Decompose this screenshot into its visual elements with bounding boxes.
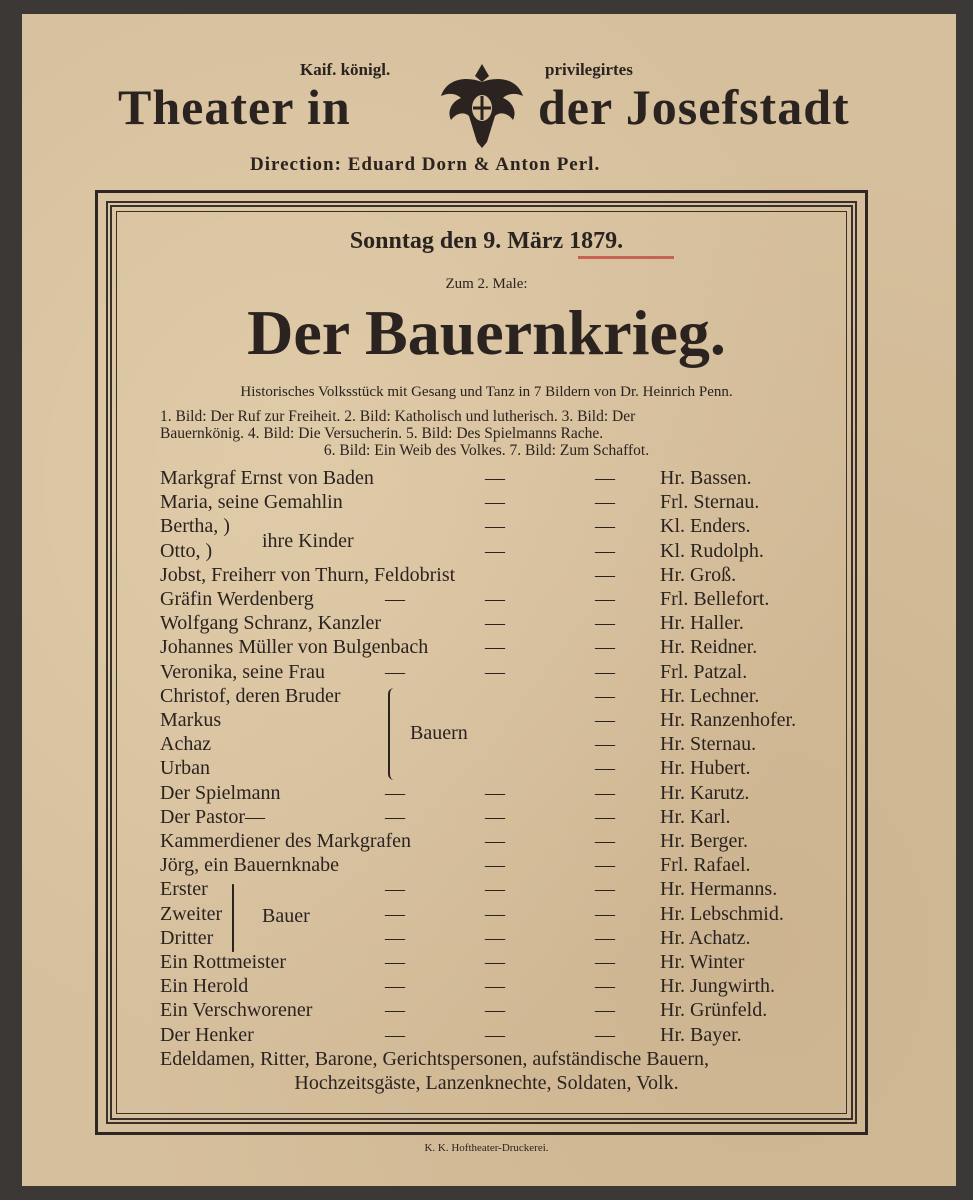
direction-line: Direction: Eduard Dorn & Anton Perl. bbox=[250, 154, 601, 175]
extras-line-2: Hochzeitsgäste, Lanzenknechte, Soldaten, Volk. bbox=[294, 1072, 679, 1094]
dash-separator: — bbox=[595, 781, 615, 804]
dash-separator: — bbox=[485, 854, 505, 877]
role-name: Ein Verschworener bbox=[160, 999, 313, 1022]
dash-separator: — bbox=[385, 781, 405, 804]
dash-separator: — bbox=[485, 588, 505, 610]
dash-separator: — bbox=[485, 926, 505, 949]
cast-row bbox=[160, 950, 840, 974]
dash-separator: — bbox=[385, 588, 405, 610]
scenes-line-2: Bauernkönig. 4. Bild: Die Versucherin. 5. Bild: Des Spielmanns Rache. bbox=[160, 425, 604, 442]
actor-name: Hr. Jungwirth. bbox=[660, 975, 775, 998]
role-name: Der Spielmann bbox=[160, 781, 281, 804]
red-underline bbox=[578, 256, 674, 259]
role-name: Veronika, seine Frau bbox=[160, 660, 325, 683]
actor-name: Hr. Lebschmid. bbox=[660, 902, 784, 925]
group-label-kinder: ihre Kinder bbox=[262, 530, 354, 552]
performance-date: Sonntag den 9. März 1879. bbox=[349, 228, 624, 254]
role-name: Johannes Müller von Bulgenbach bbox=[160, 636, 429, 659]
role-name: Jobst, Freiherr von Thurn, Feldobrist bbox=[160, 563, 456, 586]
actor-name: Hr. Groß. bbox=[660, 563, 737, 586]
cast-row bbox=[160, 805, 840, 829]
cast-row bbox=[160, 926, 840, 950]
cast-row bbox=[160, 853, 840, 877]
role-name: Ein Herold bbox=[160, 975, 249, 998]
cast-row bbox=[160, 756, 840, 780]
role-name: Maria, seine Gemahlin bbox=[160, 491, 343, 514]
role-name: Der Pastor— bbox=[160, 805, 265, 828]
dash-separator: — bbox=[595, 805, 615, 828]
cast-row bbox=[160, 490, 840, 514]
actor-name: Frl. Patzal. bbox=[660, 660, 748, 683]
dash-separator: — bbox=[485, 805, 505, 828]
actor-name: Hr. Ranzenhofer. bbox=[660, 709, 797, 731]
dash-separator: — bbox=[595, 709, 615, 731]
dash-separator: — bbox=[595, 902, 615, 925]
dash-separator: — bbox=[485, 878, 505, 901]
role-name: Der Henker bbox=[160, 1023, 254, 1046]
actor-name: Hr. Haller. bbox=[660, 612, 744, 635]
play-title: Der Bauernkrieg. bbox=[247, 297, 726, 368]
dash-separator: — bbox=[595, 926, 615, 949]
actor-name: Frl. Rafael. bbox=[660, 854, 751, 877]
dash-separator: — bbox=[595, 1023, 615, 1046]
cast-row bbox=[160, 635, 840, 659]
header-right-small: privilegirtes bbox=[545, 60, 633, 79]
dash-separator: — bbox=[385, 660, 405, 683]
cast-row bbox=[160, 684, 840, 708]
performance-note: Zum 2. Male: bbox=[445, 276, 528, 292]
dash-separator: — bbox=[595, 563, 615, 586]
group-label-bauern: Bauern bbox=[410, 722, 468, 744]
cast-row bbox=[160, 829, 840, 853]
cast-row bbox=[160, 466, 840, 490]
cast-row bbox=[160, 587, 840, 611]
cast-row bbox=[160, 611, 840, 635]
play-subtitle: Historisches Volksstück mit Gesang und Tanz in 7 Bildern von Dr. Heinrich Penn. bbox=[240, 384, 733, 400]
role-name: Ein Rottmeister bbox=[160, 951, 287, 973]
cast-row bbox=[160, 708, 840, 732]
dash-separator: — bbox=[595, 467, 615, 489]
dash-separator: — bbox=[485, 612, 505, 635]
dash-separator: — bbox=[485, 1023, 505, 1046]
actor-name: Kl. Enders. bbox=[660, 515, 751, 538]
actor-name: Hr. Berger. bbox=[660, 830, 748, 852]
dash-separator: — bbox=[595, 854, 615, 877]
actor-name: Hr. Bassen. bbox=[660, 467, 752, 489]
dash-separator: — bbox=[385, 999, 405, 1022]
double-eagle-emblem-icon bbox=[437, 56, 527, 152]
header-title-left: Theater in bbox=[118, 79, 351, 135]
role-name: Kammerdiener des Markgrafen bbox=[160, 830, 411, 852]
dash-separator: — bbox=[485, 830, 505, 852]
dash-separator: — bbox=[485, 636, 505, 659]
cast-row bbox=[160, 877, 840, 901]
dash-separator: — bbox=[595, 588, 615, 610]
role-name: Gräfin Werdenberg bbox=[160, 588, 314, 610]
role-name: Urban bbox=[160, 757, 210, 780]
scenes-line-1: 1. Bild: Der Ruf zur Freiheit. 2. Bild: Katholisch und lutherisch. 3. Bild: Der bbox=[160, 408, 636, 425]
cast-row bbox=[160, 660, 840, 684]
dash-separator: — bbox=[595, 757, 615, 780]
dash-separator: — bbox=[485, 781, 505, 804]
scenes-line-3: 6. Bild: Ein Weib des Volkes. 7. Bild: Zum Schaffot. bbox=[323, 442, 650, 459]
dash-separator: — bbox=[595, 491, 615, 514]
cast-row bbox=[160, 563, 840, 587]
role-name: Achaz bbox=[160, 733, 212, 756]
dash-separator: — bbox=[485, 491, 505, 514]
dash-separator: — bbox=[595, 612, 615, 635]
role-name: Zweiter bbox=[160, 902, 223, 925]
dash-separator: — bbox=[385, 805, 405, 828]
dash-separator: — bbox=[485, 467, 505, 489]
dash-separator: — bbox=[595, 830, 615, 852]
dash-separator: — bbox=[485, 975, 505, 998]
dash-separator: — bbox=[595, 951, 615, 973]
actor-name: Kl. Rudolph. bbox=[660, 539, 764, 562]
dash-separator: — bbox=[385, 902, 405, 925]
dash-separator: — bbox=[485, 515, 505, 538]
dash-separator: — bbox=[595, 660, 615, 683]
dash-separator: — bbox=[595, 684, 615, 707]
actor-name: Hr. Grünfeld. bbox=[660, 999, 768, 1022]
role-name: Jörg, ein Bauernknabe bbox=[160, 854, 340, 877]
dash-separator: — bbox=[385, 975, 405, 998]
actor-name: Hr. Reidner. bbox=[660, 636, 758, 659]
cast-row bbox=[160, 732, 840, 756]
header-left-small: Kaif. königl. bbox=[300, 60, 391, 79]
dash-separator: — bbox=[485, 539, 505, 562]
role-name: Dritter bbox=[160, 926, 214, 949]
cast-row bbox=[160, 998, 840, 1022]
role-name: Christof, deren Bruder bbox=[160, 684, 341, 707]
dash-separator: — bbox=[595, 515, 615, 538]
bauern-bracket bbox=[388, 688, 394, 780]
extras-line-1: Edeldamen, Ritter, Barone, Gerichtspersonen, aufständische Bauern, bbox=[160, 1048, 710, 1070]
dash-separator: — bbox=[595, 878, 615, 901]
cast-row bbox=[160, 781, 840, 805]
printer-credit: K. K. Hoftheater-Druckerei. bbox=[424, 1142, 549, 1154]
actor-name: Hr. Bayer. bbox=[660, 1023, 742, 1046]
actor-name: Hr. Hubert. bbox=[660, 757, 751, 780]
dash-separator: — bbox=[385, 1023, 405, 1046]
header-title-right: der Josefstadt bbox=[538, 79, 850, 135]
dash-separator: — bbox=[485, 951, 505, 973]
role-name: Wolfgang Schranz, Kanzler bbox=[160, 612, 382, 635]
dash-separator: — bbox=[595, 636, 615, 659]
actor-name: Hr. Karutz. bbox=[660, 781, 750, 804]
dash-separator: — bbox=[385, 878, 405, 901]
role-name: Markus bbox=[160, 709, 222, 731]
dash-separator: — bbox=[485, 999, 505, 1022]
cast-row bbox=[160, 974, 840, 998]
dash-separator: — bbox=[595, 733, 615, 756]
actor-name: Frl. Bellefort. bbox=[660, 588, 770, 610]
dash-separator: — bbox=[485, 660, 505, 683]
dash-separator: — bbox=[595, 539, 615, 562]
dash-separator: — bbox=[385, 951, 405, 973]
actor-name: Hr. Sternau. bbox=[660, 733, 757, 756]
dash-separator: — bbox=[595, 975, 615, 998]
dash-separator: — bbox=[485, 902, 505, 925]
actor-name: Hr. Achatz. bbox=[660, 926, 751, 949]
actor-name: Hr. Winter bbox=[660, 951, 745, 973]
actor-name: Hr. Karl. bbox=[660, 805, 731, 828]
role-name: Otto, ) bbox=[160, 539, 213, 562]
cast-row bbox=[160, 1023, 840, 1047]
dash-separator: — bbox=[385, 926, 405, 949]
role-name: Erster bbox=[160, 878, 208, 901]
actor-name: Frl. Sternau. bbox=[660, 491, 760, 514]
actor-name: Hr. Hermanns. bbox=[660, 878, 778, 901]
actor-name: Hr. Lechner. bbox=[660, 684, 760, 707]
dash-separator: — bbox=[595, 999, 615, 1022]
role-name: Bertha, ) bbox=[160, 515, 230, 538]
bauer-bracket bbox=[232, 884, 238, 952]
group-label-bauer: Bauer bbox=[262, 905, 310, 927]
role-name: Markgraf Ernst von Baden bbox=[160, 467, 374, 489]
